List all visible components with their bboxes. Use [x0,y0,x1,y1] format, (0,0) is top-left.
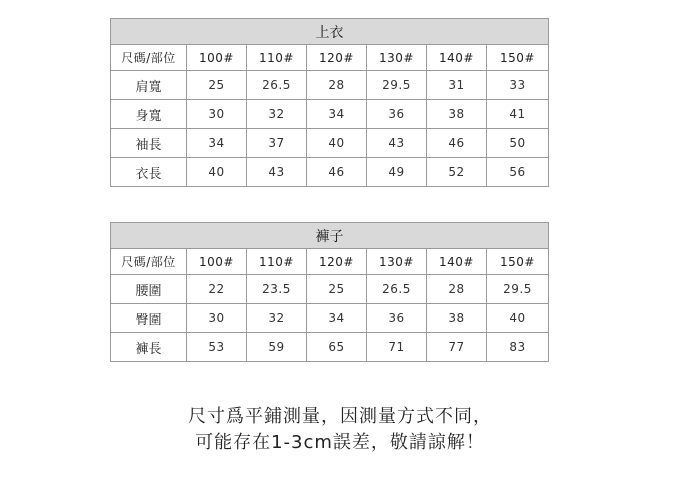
table-cell: 43 [247,158,307,187]
size-header: 120# [307,45,367,71]
pants-table-title: 褲子 [111,223,549,249]
size-header: 130# [367,45,427,71]
table-cell: 25 [187,71,247,100]
pants-size-table [110,222,549,362]
row-label: 袖長 [111,129,187,158]
table-cell: 59 [247,333,307,362]
size-header: 100# [187,45,247,71]
row-label: 臀圍 [111,304,187,333]
tops-table-title: 上衣 [111,19,549,45]
table-cell: 37 [247,129,307,158]
table-cell: 83 [487,333,549,362]
table-cell: 30 [187,304,247,333]
table-cell: 28 [427,275,487,304]
table-cell: 46 [307,158,367,187]
row-label: 腰圍 [111,275,187,304]
table-row [111,129,549,158]
table-row [111,275,549,304]
size-header: 110# [247,45,307,71]
size-header: 130# [367,249,427,275]
table-cell: 38 [427,304,487,333]
table-cell: 40 [187,158,247,187]
table-row [111,71,549,100]
table-cell: 29.5 [487,275,549,304]
table-cell: 31 [427,71,487,100]
measurement-note-line-2: 可能存在1-3cm誤差，敬請諒解！ [195,432,485,453]
size-header: 140# [427,249,487,275]
table-cell: 56 [487,158,549,187]
size-header: 120# [307,249,367,275]
table-cell: 40 [307,129,367,158]
table-cell: 22 [187,275,247,304]
table-cell: 43 [367,129,427,158]
tops-size-table [110,18,549,187]
size-header: 150# [487,45,549,71]
table-cell: 26.5 [247,71,307,100]
table-cell: 77 [427,333,487,362]
table-cell: 32 [247,100,307,129]
table-row [111,333,549,362]
table-cell: 41 [487,100,549,129]
table-cell: 38 [427,100,487,129]
row-label: 身寬 [111,100,187,129]
table-cell: 53 [187,333,247,362]
table-cell: 34 [187,129,247,158]
table-cell: 34 [307,100,367,129]
size-header: 150# [487,249,549,275]
table-cell: 71 [367,333,427,362]
table-row [111,304,549,333]
table-cell: 46 [427,129,487,158]
table-cell: 40 [487,304,549,333]
table-cell: 26.5 [367,275,427,304]
table-row [111,158,549,187]
size-header: 140# [427,45,487,71]
measurement-note-line-1: 尺寸爲平鋪測量，因測量方式不同， [188,406,492,427]
table-cell: 28 [307,71,367,100]
table-cell: 50 [487,129,549,158]
corner-header: 尺碼/部位 [111,249,187,275]
table-cell: 36 [367,100,427,129]
table-cell: 33 [487,71,549,100]
table-cell: 36 [367,304,427,333]
table-cell: 30 [187,100,247,129]
size-header: 110# [247,249,307,275]
row-label: 褲長 [111,333,187,362]
table-cell: 49 [367,158,427,187]
size-header: 100# [187,249,247,275]
table-cell: 34 [307,304,367,333]
table-cell: 65 [307,333,367,362]
table-cell: 32 [247,304,307,333]
table-cell: 29.5 [367,71,427,100]
corner-header: 尺碼/部位 [111,45,187,71]
table-cell: 52 [427,158,487,187]
row-label: 肩寬 [111,71,187,100]
table-cell: 23.5 [247,275,307,304]
table-cell: 25 [307,275,367,304]
row-label: 衣長 [111,158,187,187]
table-row [111,100,549,129]
